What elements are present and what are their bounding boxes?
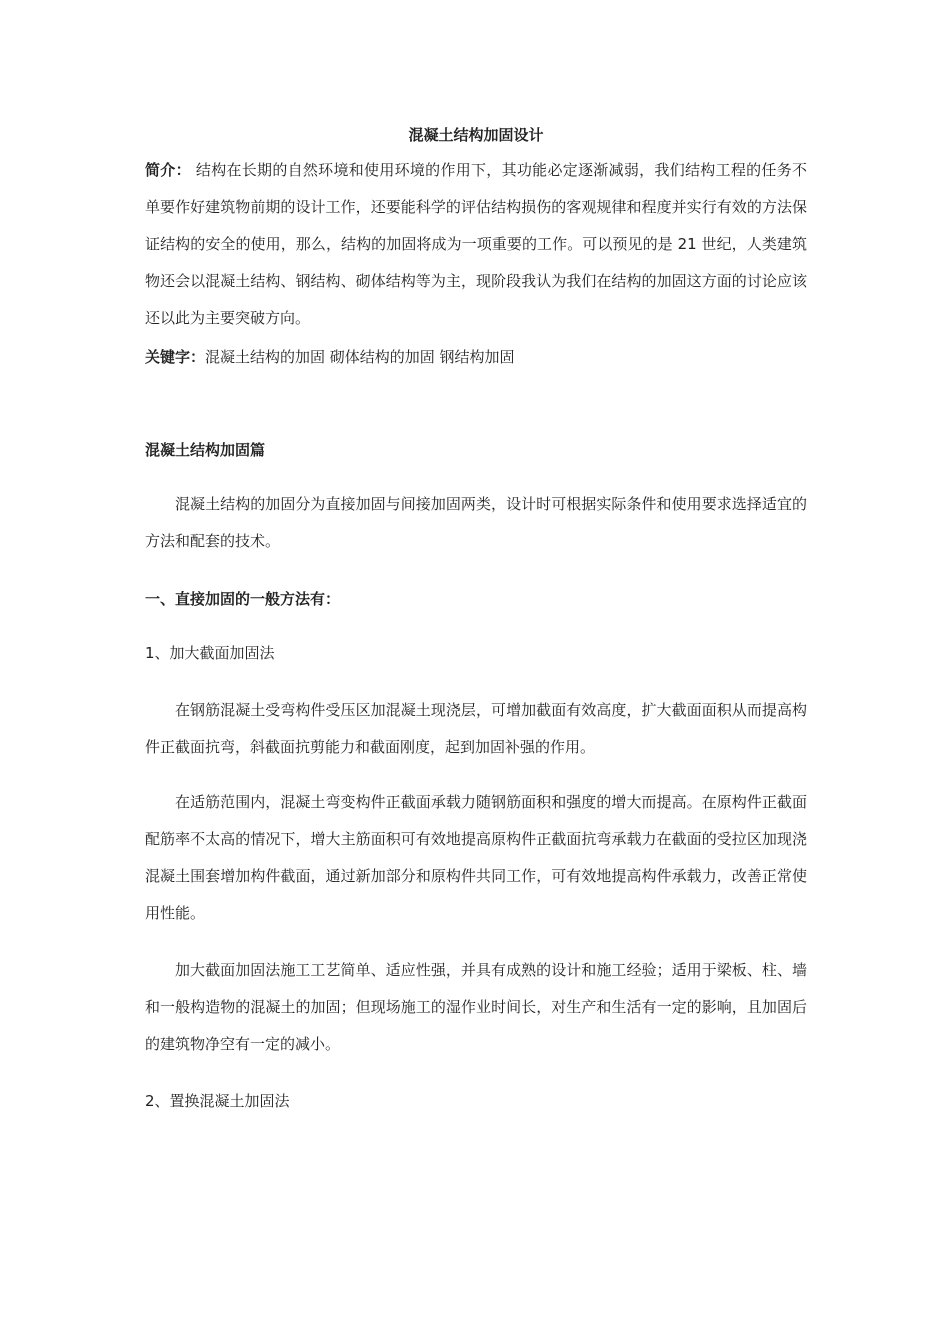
keywords-label: 关键字： <box>145 348 206 366</box>
intro-paragraph <box>145 152 807 337</box>
document-title: 混凝土结构加固设计 <box>408 126 544 144</box>
keywords-text: 混凝土结构的加固 砌体结构的加固 钢结构加固 <box>205 348 515 366</box>
keywords-line <box>145 342 807 372</box>
item1-paragraph-2: 在适筋范围内，混凝土弯变构件正截面承载力随钢筋面积和强度的增大而提高。在原构件正截面配筋率不太高的情况下，增大主筋面积可有效地提高原构件正截面抗弯承载力在截面的受拉区加现浇混凝土围套增加构件截面，通过新加部分和原构件共同工作，可有效地提高构件承载力，改善正常使用性能。 <box>145 793 807 922</box>
section-intro-paragraph: 混凝土结构的加固分为直接加固与间接加固两类，设计时可根据实际条件和使用要求选择适宜的方法和配套的技术。 <box>145 495 807 550</box>
intro-label: 简介： <box>145 161 191 179</box>
item1-title: 1、加大截面加固法 <box>145 644 275 662</box>
intro-text: 结构在长期的自然环境和使用环境的作用下，其功能必定逐渐减弱，我们结构工程的任务不单要作好建筑物前期的设计工作，还要能科学的评估结构损伤的客观规律和程度并实行有效的方法保证结构的安全的使用，那么，结构的加固将成为一项重要的工作。可以预见的是 21 世纪，人类建筑物还会以混凝土结构、钢结构、砌体结构等为主，现阶段我认为我们在结构的加固这方面的讨论应该还以此为主要突破方向。 <box>145 161 807 327</box>
subsection-heading: 一、直接加固的一般方法有： <box>145 590 341 608</box>
item1-paragraph-1: 在钢筋混凝土受弯构件受压区加混凝土现浇层，可增加截面有效高度，扩大截面面积从而提高构件正截面抗弯，斜截面抗剪能力和截面刚度，起到加固补强的作用。 <box>145 701 807 756</box>
item2-title: 2、置换混凝土加固法 <box>145 1092 290 1110</box>
item1-paragraph-3: 加大截面加固法施工工艺简单、适应性强，并具有成熟的设计和施工经验；适用于梁板、柱、墙和一般构造物的混凝土的加固；但现场施工的湿作业时间长，对生产和生活有一定的影响，且加固后的建筑物净空有一定的减小。 <box>145 961 807 1053</box>
section-heading: 混凝土结构加固篇 <box>145 441 266 459</box>
